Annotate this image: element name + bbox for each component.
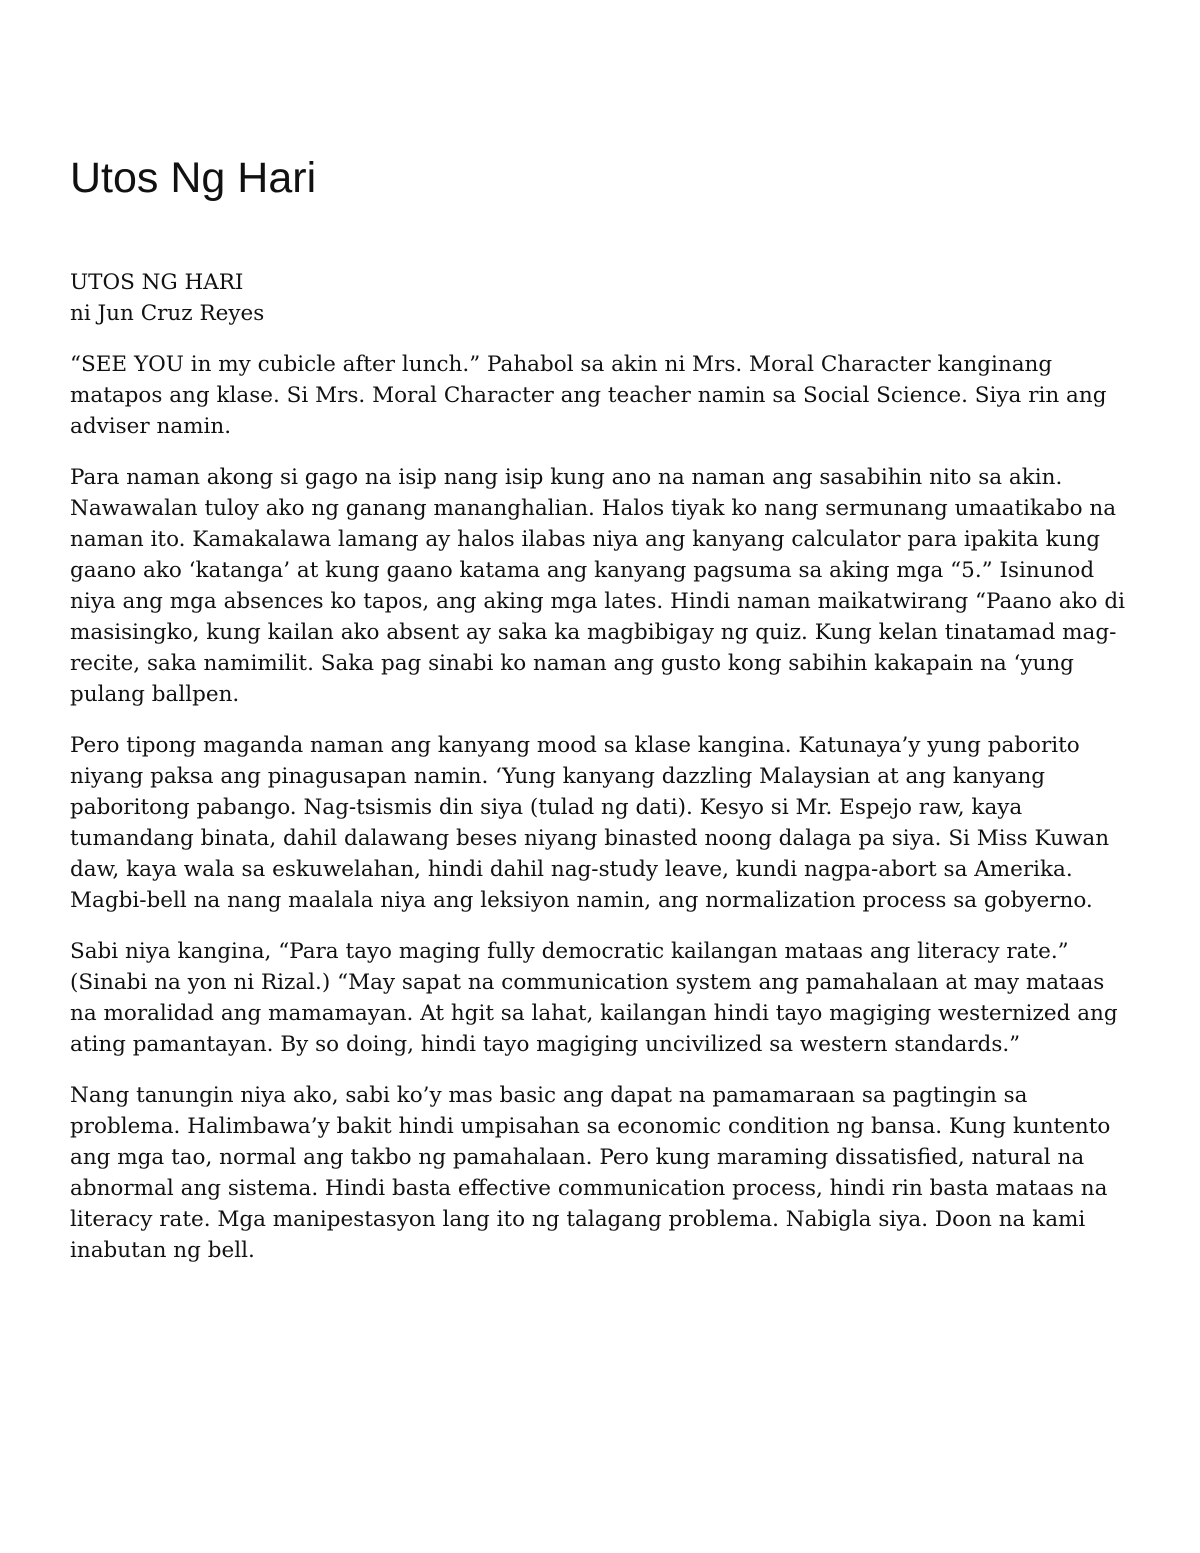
paragraph: “SEE YOU in my cubicle after lunch.” Pahabol sa akin ni Mrs. Moral Character kanginang matapos ang klase. Si Mrs. Moral Character ang teacher namin sa Social Science. Siya rin ang adviser namin. — [70, 352, 1107, 439]
paragraph: Para naman akong si gago na isip nang isip kung ano na naman ang sasabihin nito sa akin. Nawawalan tuloy ako ng ganang mananghalian. Halos tiyak ko nang sermunang umaatikabo na naman ito. Kamakalawa lamang ay halos ilabas niya ang kanyang calculator para ipakita kung gaano ako ‘katanga’ at kung gaano katama ang kanyang pagsuma sa aking mga “5.” Isinunod niya ang mga absences ko tapos, ang aking mga lates. Hindi naman maikatwirang “Paano ako di masisingko, kung kailan ako absent ay saka ka magbibigay ng quiz. Kung kelan tinatamad mag-recite, saka namimilit. Saka pag sinabi ko naman ang gusto kong sabihin kakapain na ‘yung pulang ballpen. — [70, 465, 1125, 707]
document-title: Utos Ng Hari — [70, 154, 317, 202]
story-heading: UTOS NG HARI — [70, 270, 244, 295]
story-body — [70, 267, 1130, 1286]
paragraph: Nang tanungin niya ako, sabi ko’y mas basic ang dapat na pamamaraan sa pagtingin sa problema. Halimbawa’y bakit hindi umpisahan sa economic condition ng bansa. Kung kuntento ang mga tao, normal ang takbo ng pamahalaan. Pero kung maraming dissatisfied, natural na abnormal ang sistema. Hindi basta effective communication process, hindi rin basta mataas na literacy rate. Mga manipestasyon lang ito ng talagang problema. Nabigla siya. Doon na kami inabutan ng bell. — [70, 1083, 1111, 1263]
byline: ni Jun Cruz Reyes — [70, 301, 265, 326]
paragraph: Pero tipong maganda naman ang kanyang mood sa klase kangina. Katunaya’y yung paborito niyang paksa ang pinagusapan namin. ‘Yung kanyang dazzling Malaysian at ang kanyang paboritong pabango. Nag-tsismis din siya (tulad ng dati). Kesyo si Mr. Espejo raw, kaya tumandang binata, dahil dalawang beses niyang binasted noong dalaga pa siya. Si Miss Kuwan daw, kaya wala sa eskuwelahan, hindi dahil nag-study leave, kundi nagpa-abort sa Amerika. Magbi-bell na nang maalala niya ang leksiyon namin, ang normalization process sa gobyerno. — [70, 733, 1110, 913]
paragraph: Sabi niya kangina, “Para tayo maging fully democratic kailangan mataas ang literacy rate.” (Sinabi na yon ni Rizal.) “May sapat na communication system ang pamahalaan at may mataas na moralidad ang mamamayan. At hgit sa lahat, kailangan hindi tayo magiging westernized ang ating pamantayan. By so doing, hindi tayo magiging uncivilized sa western standards.” — [70, 939, 1118, 1057]
